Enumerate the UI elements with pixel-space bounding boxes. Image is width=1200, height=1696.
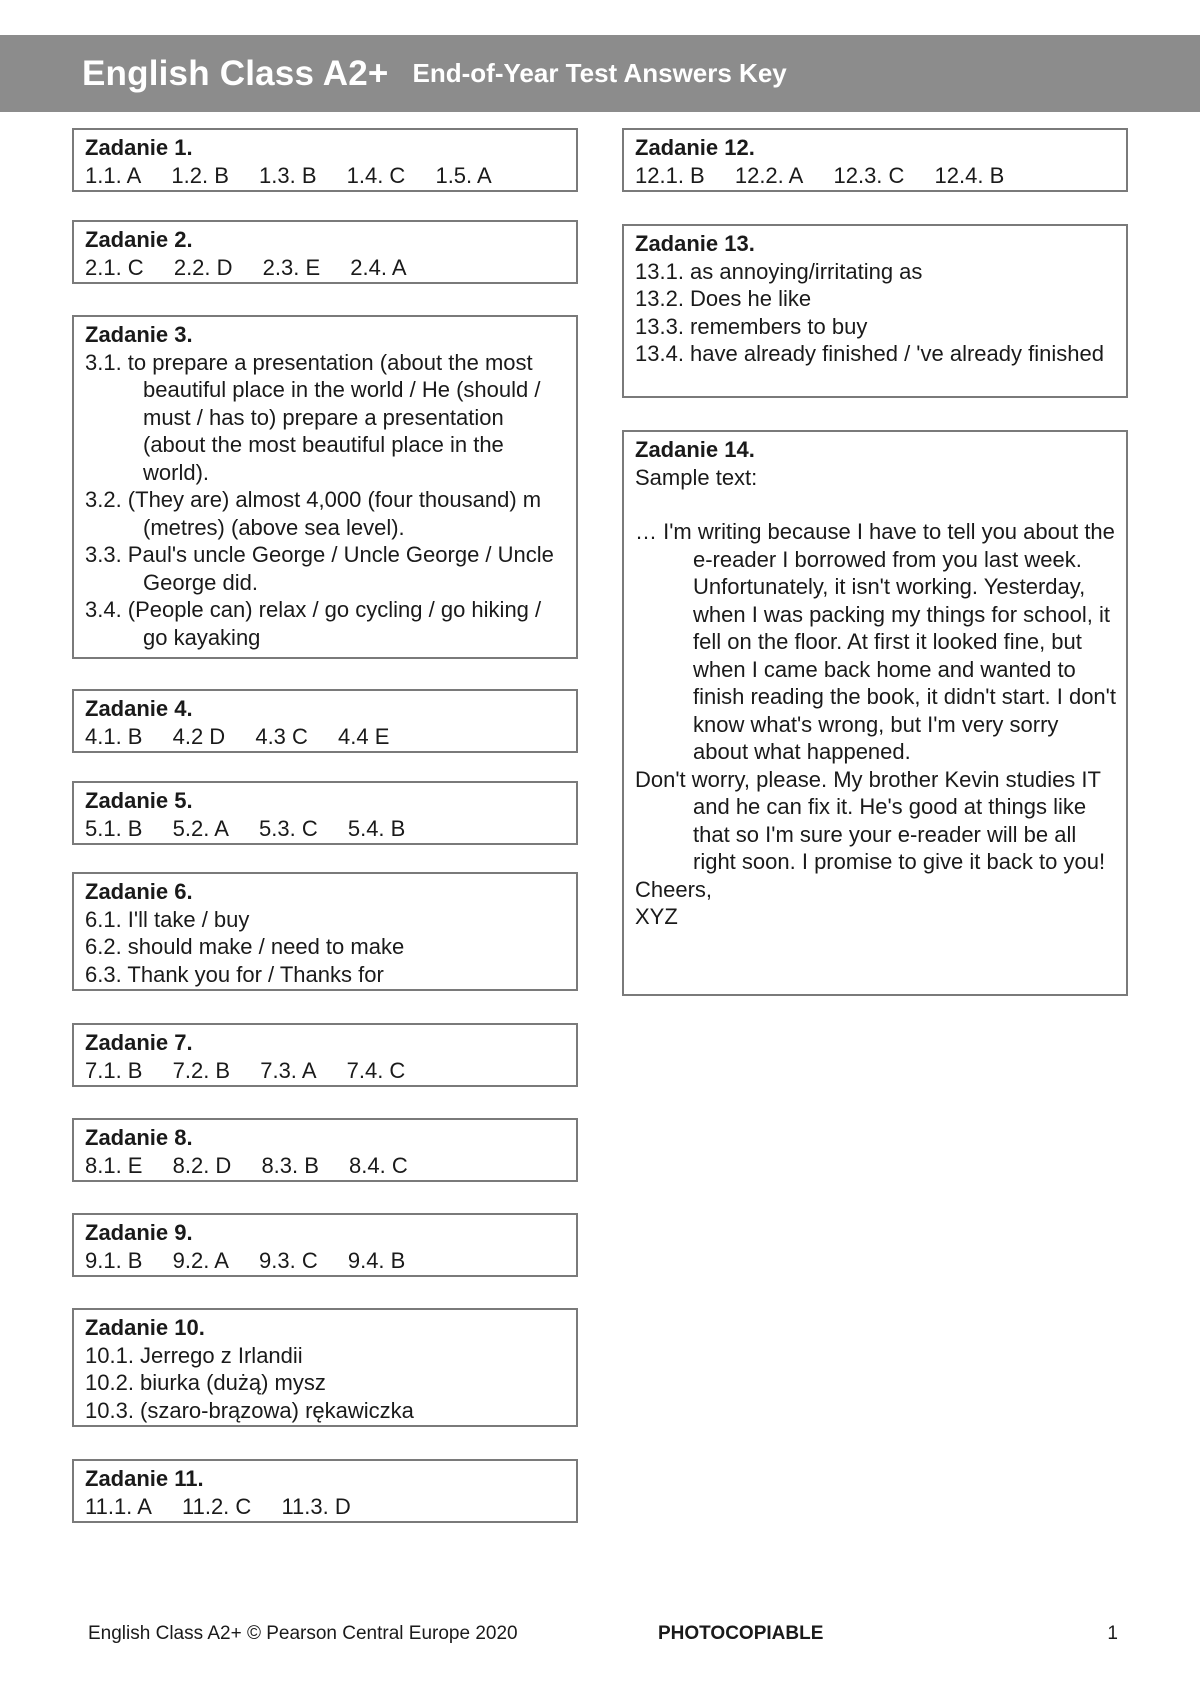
answer-line: 13.4. have already finished / 've already finished — [635, 341, 1104, 366]
answer-line: 13.2. Does he like — [635, 286, 812, 311]
answer: 5.4. B — [347, 815, 406, 841]
answer: 2.1. C — [85, 254, 144, 280]
answers-row — [85, 723, 566, 751]
document-title: English Class A2+ — [82, 53, 389, 93]
task-box-13 — [622, 224, 1128, 398]
answer-line: 3.3. Paul's uncle George / Uncle George / Uncle George did. — [85, 542, 554, 595]
task-box-12 — [622, 128, 1128, 192]
page-footer — [88, 1623, 1118, 1645]
answers-row — [85, 1152, 566, 1180]
footer-copyright: English Class A2+ © Pearson Central Europe 2020 — [88, 1623, 518, 1644]
task-box-3 — [72, 315, 578, 659]
answer: 12.3. C — [833, 162, 905, 188]
answer: 4.1. B — [85, 723, 143, 749]
answer: 7.2. B — [172, 1057, 231, 1083]
answer: 1.1. A — [85, 162, 142, 188]
task-title: Zadanie 6. — [85, 879, 193, 904]
task-box-14 — [622, 430, 1128, 996]
answer-line: 3.2. (They are) almost 4,000 (four thousand) m (metres) (above sea level). — [85, 487, 542, 540]
answers-row — [85, 815, 566, 843]
answer: 12.1. B — [635, 162, 705, 188]
task-title: Zadanie 12. — [635, 135, 755, 160]
answer: 8.3. B — [261, 1152, 319, 1178]
document-subtitle: End-of-Year Test Answers Key — [412, 58, 787, 88]
answer: 4.2 D — [172, 723, 226, 749]
task-title: Zadanie 5. — [85, 788, 193, 813]
answer: 11.2. C — [182, 1493, 252, 1519]
task-box-5 — [72, 781, 578, 845]
answer-line: 10.3. (szaro-brązowa) rękawiczka — [85, 1397, 414, 1423]
letter-paragraph: … I'm writing because I have to tell you about the e-reader I borrowed from you last week. Unfortunately, it isn't working. Yesterday, when I was packing my things for school, it fell on the floor. At first it looked fine, but when I came back home and wanted to finish reading the book, it didn't start. I don't know what's wrong, but I'm very sorry about what happened. — [635, 519, 1116, 764]
answer: 5.3. C — [259, 815, 318, 841]
answer: 5.1. B — [85, 815, 143, 841]
answer-line: 10.1. Jerrego z Irlandii — [85, 1342, 303, 1368]
answers-row — [85, 1247, 566, 1275]
answer: 1.3. B — [259, 162, 317, 188]
page-number: 1 — [1107, 1623, 1118, 1644]
footer-photocopiable: PHOTOCOPIABLE — [658, 1623, 824, 1644]
task-title: Zadanie 8. — [85, 1125, 193, 1150]
answer: 11.1. A — [85, 1493, 152, 1519]
answer: 2.2. D — [173, 254, 233, 280]
answer: 9.2. A — [172, 1247, 229, 1273]
sample-text-label: Sample text: — [635, 464, 758, 490]
answers-row — [85, 254, 566, 282]
answer: 7.1. B — [85, 1057, 143, 1083]
task-box-8 — [72, 1118, 578, 1182]
answer: 1.5. A — [435, 162, 492, 188]
task-title: Zadanie 10. — [85, 1315, 205, 1340]
task-title: Zadanie 11. — [85, 1466, 204, 1491]
answer: 4.4 E — [338, 723, 390, 749]
answer: 12.2. A — [734, 162, 804, 188]
answer: 5.2. A — [172, 815, 229, 841]
task-title: Zadanie 7. — [85, 1030, 193, 1055]
task-box-9 — [72, 1213, 578, 1277]
letter-paragraph: Don't worry, please. My brother Kevin studies IT and he can fix it. He's good at things like that so I'm sure your e-reader will be all right soon. I promise to give it back to you! — [635, 766, 1106, 874]
task-box-10 — [72, 1308, 578, 1427]
task-title: Zadanie 4. — [85, 696, 193, 721]
answer-line: 13.1. as annoying/irritating as — [635, 258, 923, 284]
answer-line: 6.1. I'll take / buy — [85, 906, 250, 932]
answer: 8.2. D — [172, 1152, 232, 1178]
answer-line: 13.3. remembers to buy — [635, 313, 868, 339]
answer-line: 10.2. biurka (dużą) mysz — [85, 1370, 326, 1395]
task-box-1 — [72, 128, 578, 192]
answer: 12.4. B — [934, 162, 1005, 188]
task-title: Zadanie 1. — [85, 135, 193, 160]
task-box-2 — [72, 220, 578, 284]
answer-line: 6.2. should make / need to make — [85, 934, 405, 959]
task-title: Zadanie 13. — [635, 231, 755, 256]
answer: 7.4. C — [346, 1057, 406, 1083]
page-header — [0, 35, 1200, 112]
answer-line: 3.4. (People can) relax / go cycling / go hiking / go kayaking — [85, 597, 542, 650]
answer-line: 3.1. to prepare a presentation (about the most beautiful place in the world / He (should / must / has to) prepare a presentation (about the most beautiful place in the world). — [85, 349, 541, 485]
answer-line: 6.3. Thank you for / Thanks for — [85, 961, 384, 987]
answer: 4.3 C — [255, 723, 308, 749]
answer: 8.4. C — [349, 1152, 408, 1178]
task-box-6 — [72, 872, 578, 991]
answers-row — [85, 1493, 566, 1521]
answer: 1.4. C — [346, 162, 406, 188]
task-title: Zadanie 3. — [85, 322, 193, 347]
answers-row — [85, 1057, 566, 1085]
answer: 2.4. A — [350, 254, 407, 280]
answer: 9.4. B — [347, 1247, 406, 1273]
answers-row — [85, 162, 566, 190]
answer: 11.3. D — [281, 1493, 351, 1519]
task-title: Zadanie 2. — [85, 227, 193, 252]
task-box-4 — [72, 689, 578, 753]
letter-closing: Cheers, — [635, 876, 713, 902]
task-title: Zadanie 9. — [85, 1220, 193, 1245]
answer: 8.1. E — [85, 1152, 143, 1178]
spacer — [635, 491, 1116, 518]
answer: 1.2. B — [171, 162, 229, 188]
task-title: Zadanie 14. — [635, 437, 755, 462]
task-box-11 — [72, 1459, 578, 1523]
answers-row — [635, 162, 1116, 190]
answer: 9.3. C — [259, 1247, 318, 1273]
answer: 9.1. B — [85, 1247, 143, 1273]
letter-signature: XYZ — [635, 904, 678, 929]
task-box-7 — [72, 1023, 578, 1087]
answer: 7.3. A — [260, 1057, 317, 1083]
answer: 2.3. E — [262, 254, 321, 280]
